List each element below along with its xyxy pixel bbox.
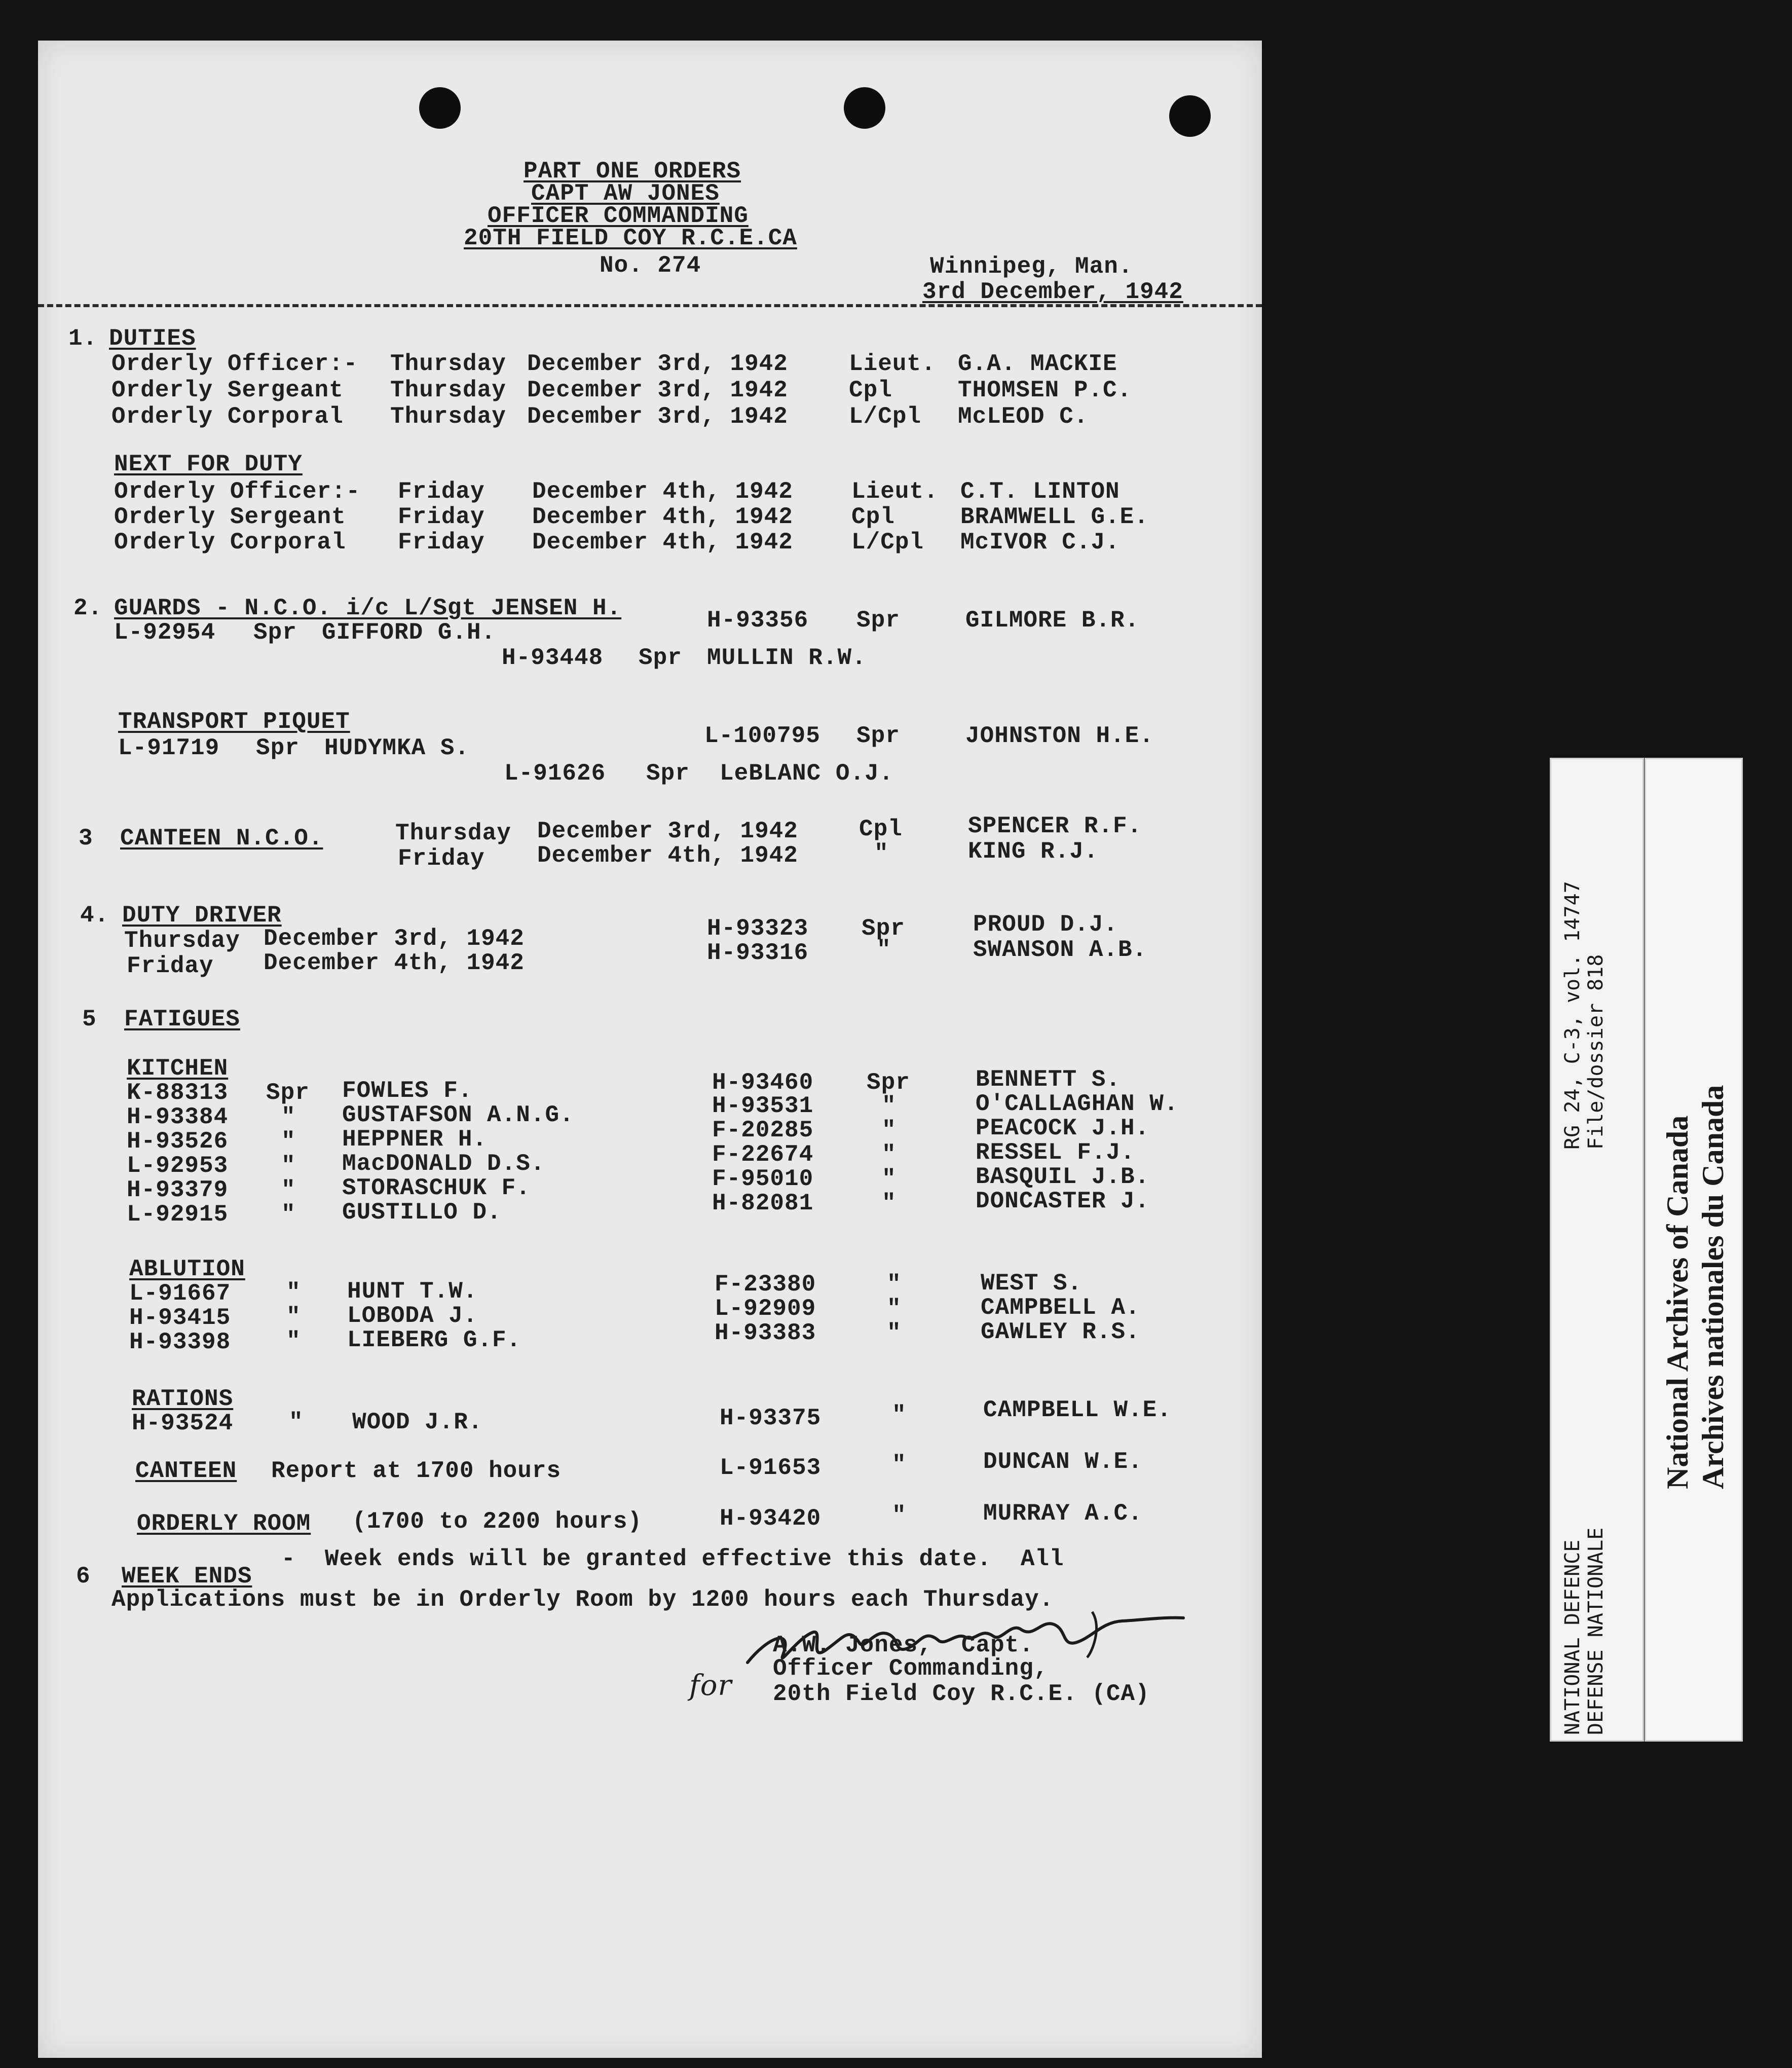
duty-day: Friday [127, 953, 214, 979]
ditto-mark: " [892, 1402, 907, 1428]
duty-role: Orderly Sergeant [111, 377, 344, 403]
rank: Cpl [859, 816, 903, 842]
duty-rank: Lieut. [851, 478, 939, 505]
archive-reference-2: File/dossier 818 [1584, 954, 1608, 1150]
section-number: 3 [79, 825, 93, 852]
canteen-heading: CANTEEN [135, 1458, 237, 1484]
duty-role: Orderly Sergeant [114, 504, 346, 530]
service-number: F-95010 [712, 1166, 814, 1192]
rank: Spr [253, 619, 297, 646]
service-number: L-92909 [715, 1296, 816, 1322]
section-number: 1. [68, 325, 98, 352]
ditto-mark: " [281, 1128, 296, 1155]
rank: Spr [646, 760, 690, 787]
service-number: F-22674 [712, 1141, 814, 1168]
ditto-mark: " [882, 1117, 897, 1143]
document-page [38, 41, 1262, 2058]
section-number: 5 [82, 1006, 97, 1032]
service-number: H-93526 [127, 1128, 229, 1155]
service-number: H-93524 [132, 1410, 234, 1436]
duty-role: Orderly Corporal [111, 403, 344, 430]
soldier-name: STORASCHUK F. [342, 1175, 531, 1201]
rations-heading: RATIONS [132, 1386, 234, 1412]
ditto-mark: " [281, 1153, 296, 1179]
soldier-name: CAMPBELL A. [981, 1295, 1140, 1321]
rank: Spr [856, 607, 900, 634]
duty-role: Orderly Corporal [114, 529, 346, 556]
soldier-name: DUNCAN W.E. [983, 1449, 1143, 1475]
duty-rank: Cpl [851, 504, 895, 530]
duty-role: Orderly Officer:- [111, 351, 358, 377]
service-number: H-93323 [707, 915, 809, 942]
service-number: K-88313 [127, 1080, 229, 1106]
ablution-heading: ABLUTION [129, 1256, 245, 1282]
service-number: H-93460 [712, 1069, 814, 1096]
duty-date: December 4th, 1942 [532, 478, 793, 505]
duty-name: BRAMWELL G.E. [960, 504, 1149, 530]
soldier-name: O'CALLAGHAN W. [976, 1091, 1179, 1117]
soldier-name: KING R.J. [968, 838, 1099, 865]
soldier-name: PEACOCK J.H. [976, 1115, 1150, 1141]
header-line-4: 20TH FIELD COY R.C.E.CA [464, 225, 797, 251]
rank: Spr [266, 1080, 310, 1106]
soldier-name: LIEBERG G.F. [347, 1327, 521, 1353]
duty-driver-heading: DUTY DRIVER [122, 902, 282, 929]
transport-piquet-heading: TRANSPORT PIQUET [118, 709, 350, 735]
service-number: L-91653 [720, 1455, 822, 1481]
kitchen-heading: KITCHEN [127, 1055, 229, 1082]
duty-date: December 3rd, 1942 [527, 351, 788, 377]
rank: Spr [862, 915, 905, 942]
duty-day: Friday [398, 845, 485, 872]
duty-name: C.T. LINTON [960, 478, 1120, 505]
rank: Spr [856, 723, 900, 749]
duty-name: G.A. MACKIE [958, 351, 1117, 377]
soldier-name: DONCASTER J. [976, 1188, 1150, 1214]
archive-reference-1: RG 24, C-3, vol. 14747 [1561, 881, 1584, 1150]
punch-hole [419, 87, 461, 129]
service-number: H-93316 [707, 940, 809, 966]
ditto-mark: " [286, 1328, 301, 1354]
service-number: H-93420 [720, 1505, 822, 1532]
service-number: H-93384 [127, 1104, 229, 1130]
divider-line [38, 304, 1262, 307]
soldier-name: MULLIN R.W. [707, 645, 867, 671]
duty-day: Friday [398, 529, 485, 556]
soldier-name: RESSEL F.J. [976, 1139, 1135, 1166]
service-number: H-93375 [720, 1405, 822, 1431]
next-for-duty-heading: NEXT FOR DUTY [114, 451, 303, 477]
duty-rank: Lieut. [849, 351, 936, 377]
ditto-mark: " [289, 1409, 304, 1435]
duty-date: December 3rd, 1942 [527, 403, 788, 430]
ditto-mark: " [892, 1452, 907, 1478]
rank: Spr [867, 1069, 910, 1096]
ditto-mark: " [874, 840, 889, 867]
service-number: L-92954 [114, 619, 216, 646]
soldier-name: FOWLES F. [342, 1078, 473, 1104]
punch-hole [1169, 95, 1211, 137]
soldier-name: WEST S. [981, 1270, 1082, 1297]
duty-date: December 3rd, 1942 [537, 818, 798, 844]
service-number: F-20285 [712, 1117, 814, 1143]
duty-date: December 3rd, 1942 [264, 926, 525, 952]
department-name-en: NATIONAL DEFENCE [1561, 1539, 1584, 1735]
soldier-name: MURRAY A.C. [983, 1500, 1143, 1527]
duty-rank: L/Cpl [851, 529, 924, 556]
ditto-mark: " [286, 1304, 301, 1330]
soldier-name: JOHNSTON H.E. [965, 723, 1154, 749]
soldier-name: MacDONALD D.S. [342, 1151, 545, 1177]
service-number: H-93448 [502, 645, 604, 671]
soldier-name: GAWLEY R.S. [981, 1319, 1140, 1345]
soldier-name: WOOD J.R. [352, 1409, 483, 1435]
archives-name-fr: Archives nationales du Canada [1696, 1085, 1730, 1489]
order-date: 3rd December, 1942 [922, 279, 1183, 305]
duty-name: THOMSEN P.C. [958, 377, 1132, 403]
soldier-name: GUSTAFSON A.N.G. [342, 1102, 574, 1128]
duty-day: Thursday [395, 820, 511, 846]
ditto-mark: " [281, 1177, 296, 1203]
for-annotation: for [689, 1669, 732, 1702]
service-number: L-92953 [127, 1153, 229, 1179]
signatory-title: Officer Commanding, [773, 1655, 1049, 1682]
soldier-name: SWANSON A.B. [973, 937, 1147, 963]
ditto-mark: " [286, 1279, 301, 1306]
signatory-unit: 20th Field Coy R.C.E. (CA) [773, 1681, 1150, 1707]
service-number: H-93398 [129, 1329, 231, 1355]
ditto-mark: " [281, 1201, 296, 1228]
archive-reference-label [1550, 758, 1644, 1742]
duty-date: December 4th, 1942 [264, 950, 525, 976]
duty-date: December 4th, 1942 [532, 529, 793, 556]
duty-rank: Cpl [849, 377, 892, 403]
rank: Spr [639, 645, 682, 671]
soldier-name: LeBLANC O.J. [720, 760, 894, 787]
signatory-name: A.W. Jones, Capt. [773, 1632, 1034, 1658]
service-number: L-100795 [704, 723, 820, 749]
section-number: 6 [76, 1563, 91, 1590]
soldier-name: LOBODA J. [347, 1303, 478, 1329]
soldier-name: PROUD D.J. [973, 911, 1118, 938]
duty-day: Thursday [390, 403, 506, 430]
week-ends-text: - Week ends will be granted effective this date. All [281, 1546, 1064, 1572]
soldier-name: CAMPBELL W.E. [983, 1397, 1172, 1423]
ditto-mark: " [281, 1104, 296, 1130]
duty-day: Thursday [390, 377, 506, 403]
ditto-mark: " [887, 1296, 902, 1322]
soldier-name: HUDYMKA S. [324, 735, 470, 761]
duty-role: Orderly Officer:- [114, 478, 361, 505]
week-ends-heading: WEEK ENDS [122, 1563, 252, 1590]
section-number: 2. [73, 595, 103, 621]
service-number: F-23380 [715, 1271, 816, 1298]
service-number: L-91626 [504, 760, 606, 787]
soldier-name: GILMORE B.R. [965, 607, 1140, 634]
rank: Spr [256, 735, 300, 761]
orderly-room-hours: (1700 to 2200 hours) [352, 1508, 643, 1535]
duty-date: December 4th, 1942 [537, 842, 798, 869]
duty-day: Friday [398, 504, 485, 530]
duty-name: McIVOR C.J. [960, 529, 1120, 556]
soldier-name: GUSTILLO D. [342, 1199, 502, 1226]
soldier-name: SPENCER R.F. [968, 813, 1142, 839]
soldier-name: HUNT T.W. [347, 1278, 478, 1305]
ditto-mark: " [892, 1502, 907, 1529]
service-number: H-93415 [129, 1305, 231, 1331]
canteen-note: Report at 1700 hours [271, 1458, 562, 1484]
ditto-mark: " [877, 937, 891, 963]
punch-hole [844, 87, 885, 129]
service-number: H-93383 [715, 1320, 816, 1346]
archives-stamp-label [1645, 758, 1743, 1742]
ditto-mark: " [882, 1190, 897, 1216]
archives-name-en: National Archives of Canada [1661, 1115, 1694, 1489]
duty-name: McLEOD C. [958, 403, 1089, 430]
orderly-room-heading: ORDERLY ROOM [137, 1510, 311, 1537]
section-number: 4. [80, 902, 109, 929]
duty-day: Thursday [390, 351, 506, 377]
week-ends-text: Applications must be in Orderly Room by 1200 hours each Thursday. [111, 1586, 1054, 1613]
duties-heading: DUTIES [109, 325, 196, 352]
canteen-nco-heading: CANTEEN N.C.O. [120, 825, 323, 852]
duty-date: December 3rd, 1942 [527, 377, 788, 403]
ditto-mark: " [887, 1320, 902, 1346]
guards-heading: GUARDS - N.C.O. i/c L/Sgt JENSEN H. [114, 595, 622, 621]
duty-rank: L/Cpl [849, 403, 922, 430]
place: Winnipeg, Man. [930, 253, 1133, 280]
fatigues-heading: FATIGUES [124, 1006, 240, 1032]
ditto-mark: " [887, 1271, 902, 1298]
service-number: H-93531 [712, 1093, 814, 1119]
service-number: L-91667 [129, 1280, 231, 1307]
duty-day: Thursday [124, 928, 240, 954]
department-name-fr: DEFENSE NATIONALE [1584, 1527, 1608, 1735]
header-line-2: CAPT AW JONES [531, 180, 720, 207]
ditto-mark: " [882, 1141, 897, 1168]
soldier-name: BASQUIL J.B. [976, 1164, 1150, 1190]
service-number: L-91719 [118, 735, 220, 761]
service-number: H-93379 [127, 1177, 229, 1203]
service-number: L-92915 [127, 1201, 229, 1228]
soldier-name: HEPPNER H. [342, 1126, 488, 1153]
service-number: H-93356 [707, 607, 809, 634]
duty-date: December 4th, 1942 [532, 504, 793, 530]
ditto-mark: " [882, 1166, 897, 1192]
service-number: H-82081 [712, 1190, 814, 1216]
soldier-name: GIFFORD G.H. [322, 619, 496, 646]
header-line-1: PART ONE ORDERS [524, 158, 741, 184]
duty-day: Friday [398, 478, 485, 505]
soldier-name: BENNETT S. [976, 1066, 1121, 1093]
header-line-3: OFFICER COMMANDING [488, 203, 749, 229]
ditto-mark: " [882, 1093, 897, 1119]
order-number: No. 274 [600, 252, 701, 279]
